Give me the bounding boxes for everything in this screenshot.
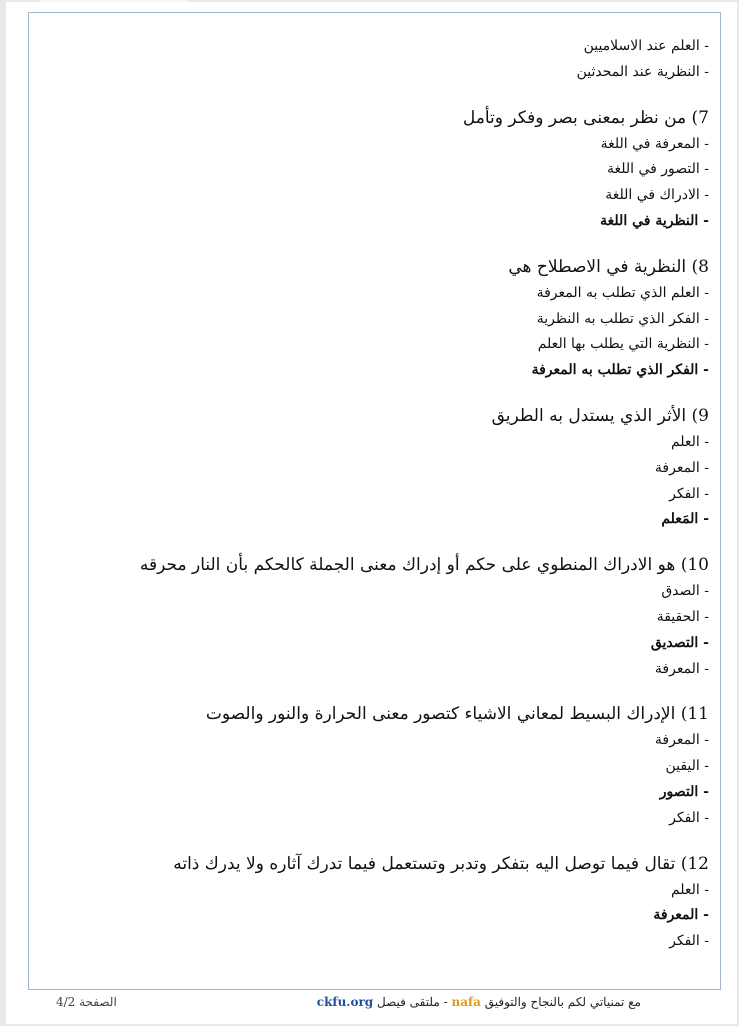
question-7-title: 7) من نظر بمعنى بصر وفكر وتأمل bbox=[462, 107, 709, 128]
footer-separator: - ملتقى فيصل bbox=[373, 995, 452, 1009]
question-10-option-1: - الصدق bbox=[661, 583, 709, 600]
page-number: الصفحة 4/2 bbox=[56, 995, 117, 1009]
question-10-title: 10) هو الادراك المنطوي على حكم أو إدراك معنى الجملة كالحكم بأن النار محرقه bbox=[139, 555, 709, 576]
question-12-title: 12) تقال فيما توصل اليه بتفكر وتدبر وتستعمل فيما تدرك آثاره ولا يدرك ذاته bbox=[173, 853, 709, 874]
question-11-option-4: - الفكر bbox=[669, 809, 709, 826]
question-10-option-4: - المعرفة bbox=[654, 660, 709, 677]
question-11-option-1: - المعرفة bbox=[654, 732, 709, 749]
question-11-answer: - التصور bbox=[659, 783, 709, 800]
question-11-title: 11) الإدراك البسيط لمعاني الاشياء كتصور معنى الحرارة والنور والصوت bbox=[205, 704, 709, 725]
question-8-option-2: - الفكر الذي تطلب به النظرية bbox=[536, 310, 709, 327]
footer-site-link[interactable]: ckfu.org bbox=[316, 995, 374, 1009]
question-8-answer: - الفكر الذي تطلب به المعرفة bbox=[531, 362, 709, 379]
question-7-option-1: - المعرفة في اللغة bbox=[600, 135, 709, 152]
question-11-option-2: - اليقين bbox=[665, 758, 709, 775]
question-9-title: 9) الأثر الذي يستدل به الطريق bbox=[491, 405, 709, 426]
question-7-option-3: - الادراك في اللغة bbox=[605, 187, 709, 204]
question-8-title: 8) النظرية في الاصطلاح هي bbox=[508, 256, 709, 277]
question-12-option-3: - الفكر bbox=[669, 933, 709, 950]
question-10-option-2: - الحقيقة bbox=[656, 608, 709, 625]
question-7-answer: - النظرية في اللغة bbox=[600, 212, 709, 229]
question-7-option-2: - التصور في اللغة bbox=[606, 161, 709, 178]
question-12-option-1: - العلم bbox=[670, 881, 709, 898]
question-9-option-2: - المعرفة bbox=[654, 459, 709, 476]
intro-option-1: - العلم عند الاسلاميين bbox=[583, 38, 709, 54]
questions-content bbox=[49, 34, 709, 955]
question-8-option-1: - العلم الذي تطلب به المعرفة bbox=[536, 284, 709, 301]
footer-brand: nafa bbox=[451, 995, 481, 1009]
page-footer bbox=[6, 992, 737, 1016]
question-8-option-3: - النظرية التي يطلب بها العلم bbox=[537, 336, 709, 353]
question-9-answer: - المَعلم bbox=[661, 511, 709, 528]
question-10-answer: - التصديق bbox=[650, 634, 709, 651]
question-12-answer: - المعرفة bbox=[653, 907, 709, 924]
document-page bbox=[6, 2, 737, 1024]
footer-message bbox=[317, 995, 641, 1009]
intro-option-2: - النظرية عند المحدثين bbox=[576, 63, 709, 80]
footer-message-text: مع تمنياتي لكم بالنجاح والتوفيق bbox=[484, 995, 641, 1009]
question-9-option-3: - الفكر bbox=[669, 485, 709, 502]
question-9-option-1: - العلم bbox=[670, 433, 709, 450]
